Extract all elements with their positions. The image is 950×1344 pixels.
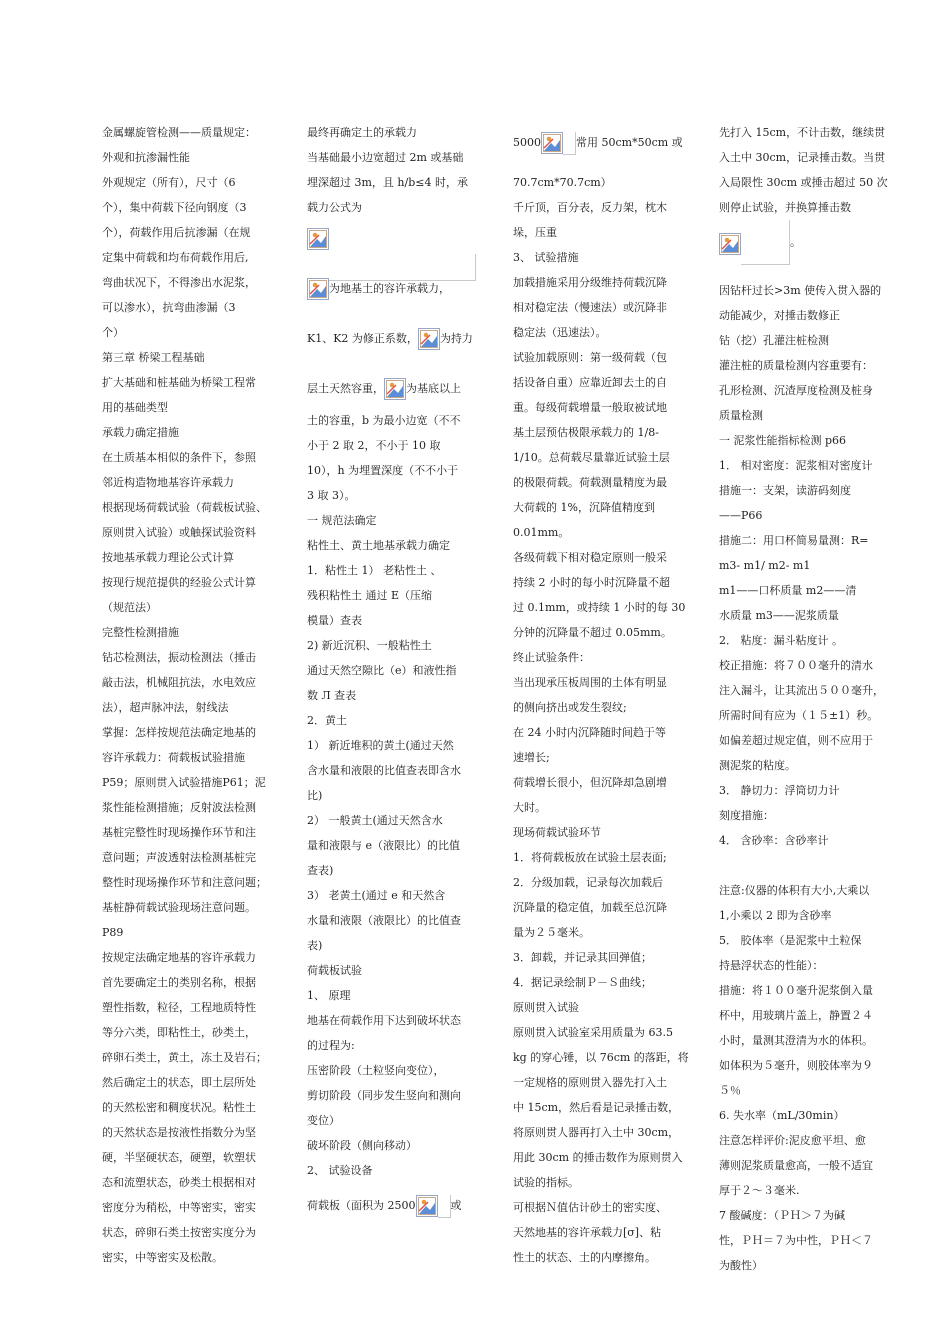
- text-line: 大荷载的 1%，沉降值精度到: [513, 501, 655, 514]
- text-line: 个），荷载作用后抗渗漏（在规: [102, 226, 251, 239]
- text-line: 稳定法（迅速法）。: [513, 326, 607, 339]
- text-line: 含水量和液限的比值查表即含水: [307, 764, 461, 777]
- text-line: 沉降量的稳定值，加载至总沉降: [513, 901, 667, 914]
- text-line: P89: [102, 926, 124, 939]
- text-line: 比): [307, 789, 323, 802]
- text-line: 数 Л 查表: [307, 689, 357, 702]
- text-line: 2．分级加载，记录每次加载后: [513, 876, 663, 889]
- text-line: 持悬浮状态的性能）：: [719, 959, 824, 972]
- text-line: 密度分为稍松，中等密实，密实: [102, 1201, 256, 1214]
- text-line: 或: [450, 1199, 462, 1212]
- text-line: 10），h 为埋置深度（不不小于: [307, 464, 459, 477]
- text-line: 将原则贯人器再打入土中 30cm，: [513, 1126, 680, 1139]
- broken-image-icon: [307, 228, 329, 250]
- text-line: 加载措施采用分级维持荷载沉降: [513, 276, 667, 289]
- text-line: 碎卵石类土，黄土，冻土及岩石；: [102, 1051, 267, 1064]
- text-line: 1． 相对密度：泥浆相对密度计: [719, 459, 873, 472]
- text-line: 邻近构造物地基容许承载力: [102, 476, 234, 489]
- text-line: 小于 2 取 2，不小于 10 取: [307, 439, 441, 452]
- text-line: 7 酸碱度：（ＰＨ＞７为碱: [719, 1209, 845, 1222]
- text-line: 刻度措施：: [719, 809, 774, 822]
- text-line: 措施：将１００毫升泥浆倒入量: [719, 984, 873, 997]
- broken-image-icon: [719, 233, 741, 255]
- text-line: 校正措施：将７００毫升的清水: [719, 659, 873, 672]
- text-line: 原则贯入试验）或触探试验资料: [102, 526, 256, 539]
- text-line: 的侧向挤出或发生裂纹;: [513, 701, 627, 714]
- text-line: 按规定法确定地基的容许承载力: [102, 951, 256, 964]
- text-line: 掌握：怎样按规范法确定地基的: [102, 726, 256, 739]
- text-line: 然后确定土的状态，即土层所处: [102, 1076, 256, 1089]
- broken-image-icon: [541, 132, 563, 154]
- text-line: 荷载板（面积为 2500: [307, 1199, 416, 1212]
- text-line: 为酸性）: [719, 1259, 763, 1272]
- text-line: 为持力: [439, 332, 473, 345]
- text-line: 大时。: [513, 801, 546, 814]
- text-line: 密实，中等密实及松散。: [102, 1251, 223, 1264]
- text-line: 3 取 3）。: [307, 489, 356, 502]
- text-line: 终止试验条件：: [513, 651, 590, 664]
- text-line: 根据现场荷载试验（荷载板试验、: [102, 501, 267, 514]
- text-line: 速增长;: [513, 751, 550, 764]
- text-line: 地基在荷载作用下达到破坏状态: [307, 1014, 461, 1027]
- text-line: 5． 胶体率（是泥浆中土粒保: [719, 934, 862, 947]
- text-line: 敲击法，机械阻抗法，水电效应: [102, 676, 256, 689]
- text-line: 3． 静切力：浮筒切力计: [719, 784, 840, 797]
- text-line: 为基底以上: [406, 382, 461, 395]
- text-line: 1,小乘以 2 即为含砂率: [719, 909, 832, 922]
- text-line: 注意:仪器的体积有大小,大乘以: [719, 884, 870, 897]
- text-line: 变位）: [307, 1114, 340, 1127]
- text-line: 一 泥浆性能指标检测 p66: [719, 434, 847, 447]
- text-line: 试验的指标。: [513, 1176, 579, 1189]
- text-line: 4．据记录绘制Ｐ－Ｓ曲线；: [513, 976, 652, 989]
- text-line: m3- m1/ m2- m1: [719, 559, 811, 572]
- text-line: kg 的穿心锤，以 76cm 的落距，将: [513, 1051, 689, 1064]
- text-line: 小时，量测其澄清为水的体积。: [719, 1034, 873, 1047]
- text-line: 如体积为５毫升，则胶体率为９: [719, 1059, 873, 1072]
- text-line: 钻芯检测法，振动检测法（捶击: [102, 651, 256, 664]
- text-line: 过 0.1mm，或持续 1 小时的每 30: [513, 601, 686, 614]
- text-line: 水量和液限（液限比）的比值查: [307, 914, 461, 927]
- text-line: 等分六类，即粘性土，砂类土，: [102, 1026, 256, 1039]
- text-line: 模量）查表: [307, 614, 362, 627]
- text-line: 法），超声脉冲法，射线法: [102, 701, 229, 714]
- text-line: 当出现承压板周围的土体有明显: [513, 676, 667, 689]
- text-line: 中 15cm，然后看是记录捶击数，: [513, 1101, 680, 1114]
- text-line: m1——口杯质量 m2——清: [719, 584, 857, 597]
- text-line: 在土质基本相似的条件下，参照: [102, 451, 256, 464]
- text-line: 试验加载原则：第一级荷载（包: [513, 351, 667, 364]
- text-line: 灌注桩的质量检测内容重要有：: [719, 359, 873, 372]
- text-line: 基桩静荷载试验现场注意问题。: [102, 901, 256, 914]
- text-line: 粘性土、黄土地基承载力确定: [307, 539, 450, 552]
- text-line: 量为２５毫米。: [513, 926, 590, 939]
- text-line: 扩大基础和桩基础为桥梁工程常: [102, 376, 256, 389]
- text-line: 垛，压重: [513, 226, 557, 239]
- text-line: 动能减少，对捶击数修正: [719, 309, 840, 322]
- text-line: 按现行规范提供的经验公式计算: [102, 576, 256, 589]
- text-line: 载力公式为: [307, 201, 362, 214]
- text-line: 入局限性 30cm 或捶击超过 50 次: [719, 176, 888, 189]
- text-line: 用的基础类型: [102, 401, 168, 414]
- text-line: 杯中，用玻璃片盖上，静置２４: [719, 1009, 873, 1022]
- text-line: 查表): [307, 864, 334, 877]
- text-line: 2、 试验设备: [307, 1164, 373, 1177]
- text-line: ——P66: [719, 509, 763, 522]
- text-line: 容许承载力：荷载板试验措施: [102, 751, 245, 764]
- text-line: 0.01mm。: [513, 526, 570, 539]
- text-line: 所需时间有应为（１５±1）秒。: [719, 709, 879, 722]
- text-line: 6. 失水率（mL/30min）: [719, 1109, 845, 1122]
- text-line: 在 24 小时内沉降随时间趋于等: [513, 726, 666, 739]
- column-1: [102, 120, 278, 1270]
- column-2: [307, 120, 497, 1221]
- text-line: 残积粘性土 通过 E（压缩: [307, 589, 433, 602]
- text-line: 一 规范法确定: [307, 514, 377, 527]
- broken-image-icon: [418, 328, 440, 350]
- text-line: 重。每级荷载增量一般取被试地: [513, 401, 667, 414]
- text-line: 为地基土的容许承载力，: [329, 282, 450, 295]
- text-line: 入土中 30cm，记录捶击数。当贯: [719, 151, 886, 164]
- text-line: 钻（挖）孔灌注桩检测: [719, 334, 829, 347]
- text-line: 1/10。总荷载尽量靠近试验土层: [513, 451, 670, 464]
- text-line: P59；原则贯入试验措施P61；泥: [102, 776, 266, 789]
- text-line: 孔形检测、沉渣厚度检测及桩身: [719, 384, 873, 397]
- text-line: 性，ＰＨ＝７为中性，ＰＨ＜７: [719, 1234, 873, 1247]
- text-line: 金属螺旋管检测——质量规定：: [102, 126, 256, 139]
- column-3: [513, 120, 691, 1270]
- text-line: 可根据Ｎ值估计砂土的密实度、: [513, 1201, 667, 1214]
- text-line: 70.7cm*70.7cm）: [513, 176, 612, 189]
- text-line: 外观规定（所有），尺寸（6: [102, 176, 236, 189]
- text-line: 2．黄土: [307, 714, 347, 727]
- text-line: 土的容重，b 为最小边宽（不不: [307, 414, 461, 427]
- text-line: 3．卸载，并记录其回弹值；: [513, 951, 652, 964]
- text-line: 压密阶段（土粒竖向变位），: [307, 1064, 445, 1077]
- text-line: 意问题；声波透射法检测基桩完: [102, 851, 256, 864]
- text-line: 定集中荷载和均布荷载作用后,: [102, 251, 249, 264]
- text-line: 荷载增长很小，但沉降却急剧增: [513, 776, 667, 789]
- text-line: 的天然状态是按液性指数分为坚: [102, 1126, 256, 1139]
- text-line: K1、K2 为修正系数，: [307, 332, 418, 345]
- text-line: 1、 原理: [307, 989, 351, 1002]
- text-line: 基土层预估极限承载力的 1/8-: [513, 426, 659, 439]
- text-line: 剪切阶段（同步发生竖向和测向: [307, 1089, 461, 1102]
- text-line: 的极限荷载。荷载测量精度为最: [513, 476, 667, 489]
- text-line: （规范法）: [102, 601, 157, 614]
- text-line: 各级荷载下相对稳定原则一般采: [513, 551, 667, 564]
- text-line: 一定规格的原则贯入器先打入土: [513, 1076, 667, 1089]
- broken-image-icon: [384, 378, 406, 400]
- text-line: 用此 30cm 的捶击数作为原则贯入: [513, 1151, 683, 1164]
- text-line: 状态，碎卵石类土按密实度分为: [102, 1226, 256, 1239]
- text-line: 原则贯入试验: [513, 1001, 579, 1014]
- text-line: 个）: [102, 326, 124, 339]
- text-line: 。: [790, 235, 801, 249]
- text-line: 破坏阶段（侧向移动）: [307, 1139, 417, 1152]
- text-line: 最终再确定土的承载力: [307, 126, 417, 139]
- text-line: 表): [307, 939, 323, 952]
- text-line: 括设备自重）应靠近卸去土的自: [513, 376, 667, 389]
- text-line: 硬，半坚硬状态，硬塑，软塑状: [102, 1151, 256, 1164]
- text-line: 2） 一般黄土(通过天然含水: [307, 814, 443, 827]
- text-line: 分钟的沉降量不超过 0.05mm。: [513, 626, 672, 639]
- text-line: 注入漏斗，让其流出５００毫升，: [719, 684, 884, 697]
- text-line: 厚于２～３毫米.: [719, 1184, 800, 1197]
- text-line: 性土的状态、土的内摩擦角。: [513, 1251, 656, 1264]
- text-line: 则停止试验，并换算捶击数: [719, 201, 851, 214]
- text-line: 水质量 m3——泥浆质量: [719, 609, 839, 622]
- text-line: 措施一：支架，读游码刻度: [719, 484, 851, 497]
- text-line: 质量检测: [719, 409, 763, 422]
- text-line: 个），集中荷载下径向钢度（3: [102, 201, 247, 214]
- text-line: 测泥浆的粘度。: [719, 759, 796, 772]
- text-line: 措施二：用口杯简易量测：R=: [719, 534, 869, 547]
- text-line: 现场荷载试验环节: [513, 826, 601, 839]
- text-line: 原则贯入试验室采用质量为 63.5: [513, 1026, 673, 1039]
- text-line: 如偏差超过规定值，则不应用于: [719, 734, 873, 747]
- text-line: 承载力确定措施: [102, 426, 179, 439]
- column-4: [719, 120, 895, 1278]
- text-line: 相对稳定法（慢速法）或沉降非: [513, 301, 667, 314]
- text-line: 5000: [513, 136, 541, 149]
- text-line: 因钻杆过长>3m 使传入贯入器的: [719, 284, 882, 297]
- text-line: 第三章 桥梁工程基础: [102, 351, 205, 364]
- text-line: 天然地基的容许承载力[σ]、粘: [513, 1226, 662, 1239]
- text-line: 薄则泥浆质量愈高，一般不适宜: [719, 1159, 873, 1172]
- text-line: 常用 50cm*50cm 或: [576, 136, 683, 149]
- text-line: 可以渗水），抗弯曲渗漏（3: [102, 301, 236, 314]
- text-line: 塑性指数，粒径，工程地质特性: [102, 1001, 256, 1014]
- text-line: 先打入 15cm，不计击数，继续贯: [719, 126, 886, 139]
- text-line: 基桩完整性时现场操作环节和注: [102, 826, 256, 839]
- text-line: 2) 新近沉积、一般粘性土: [307, 639, 432, 652]
- text-line: 的天然松密和稠度状况。粘性土: [102, 1101, 256, 1114]
- text-line: 1） 新近堆积的黄土(通过天然: [307, 739, 454, 752]
- text-line: 2． 粘度：漏斗粘度计 。: [719, 634, 843, 647]
- text-line: 4． 含砂率：含砂率计: [719, 834, 829, 847]
- text-line: 弯曲状况下，不得渗出水泥浆，: [102, 276, 256, 289]
- text-line: 千斤顶，百分表，反力架，枕木: [513, 201, 667, 214]
- text-line: 3、 试验措施: [513, 251, 579, 264]
- text-line: 注意怎样评价:泥皮愈平坦、愈: [719, 1134, 866, 1147]
- text-line: 完整性检测措施: [102, 626, 179, 639]
- text-line: 外观和抗渗漏性能: [102, 151, 190, 164]
- text-line: ５％: [719, 1084, 741, 1097]
- text-line: 浆性能检测措施；反射波法检测: [102, 801, 256, 814]
- broken-image-icon: [307, 278, 329, 300]
- text-line: 当基础最小边宽超过 2m 或基础: [307, 151, 464, 164]
- text-line: 整性时现场操作环节和注意问题；: [102, 876, 267, 889]
- text-line: 量和液限与 e（液限比）的比值: [307, 839, 461, 852]
- text-line: 1．将荷载板放在试验土层表面;: [513, 851, 667, 864]
- text-line: 持续 2 小时的每小时沉降量不超: [513, 576, 670, 589]
- text-line: 的过程为:: [307, 1039, 355, 1052]
- text-line: 层土天然容重，: [307, 382, 384, 395]
- text-line: 埋深超过 3m，且 h/b≤4 时，承: [307, 176, 468, 189]
- text-line: 首先要确定土的类别名称，根据: [102, 976, 256, 989]
- text-line: 1．粘性土 1） 老粘性土 、: [307, 564, 442, 577]
- text-line: 通过天然空隙比（e）和液性指: [307, 664, 457, 677]
- text-line: 3） 老黄土(通过 e 和天然含: [307, 889, 446, 902]
- text-line: 态和流塑状态，砂类土根据相对: [102, 1176, 256, 1189]
- text-line: 按地基承载力理论公式计算: [102, 551, 234, 564]
- broken-image-icon: [416, 1195, 438, 1217]
- text-line: 荷载板试验: [307, 964, 362, 977]
